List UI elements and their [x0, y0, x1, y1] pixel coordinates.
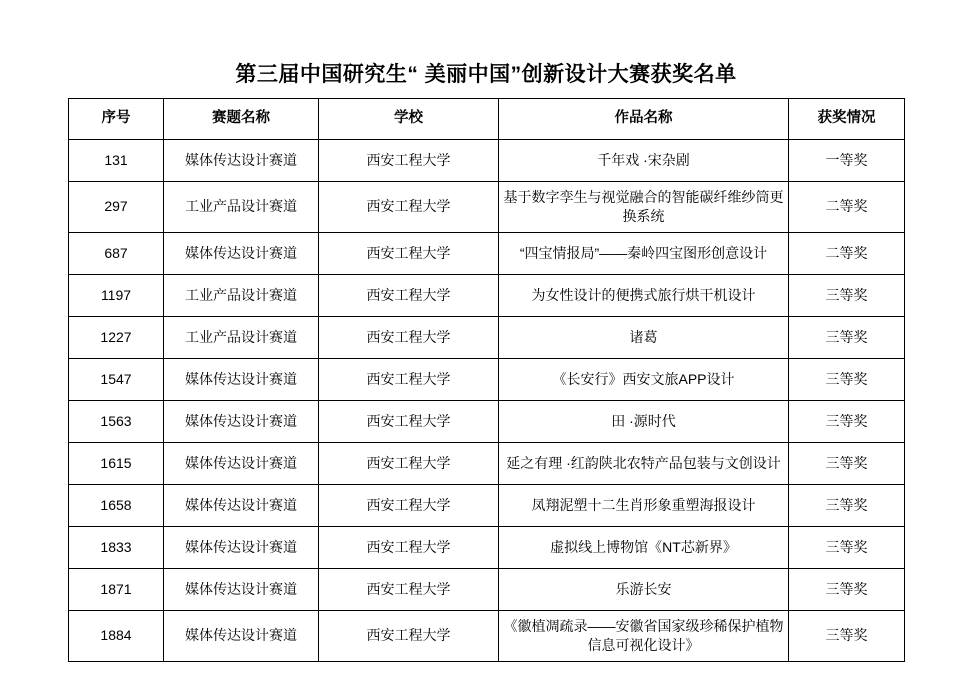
column-header-work: 作品名称 [499, 99, 789, 140]
cell-work: 乐游长安 [499, 568, 789, 610]
cell-award: 三等奖 [789, 274, 905, 316]
cell-school: 西安工程大学 [319, 182, 499, 233]
table-row [69, 400, 905, 442]
table-row [69, 358, 905, 400]
column-header-no: 序号 [69, 99, 164, 140]
cell-track: 媒体传达设计赛道 [164, 140, 319, 182]
cell-no: 1615 [69, 442, 164, 484]
cell-work: 千年戏 ·宋杂剧 [499, 140, 789, 182]
table-row [69, 442, 905, 484]
cell-track: 工业产品设计赛道 [164, 182, 319, 233]
award-table [68, 98, 905, 662]
award-table-container [0, 98, 972, 662]
cell-school: 西安工程大学 [319, 232, 499, 274]
table-row [69, 568, 905, 610]
cell-award: 三等奖 [789, 484, 905, 526]
cell-school: 西安工程大学 [319, 526, 499, 568]
cell-track: 媒体传达设计赛道 [164, 484, 319, 526]
cell-work: 虚拟线上博物馆《NT芯新界》 [499, 526, 789, 568]
table-header [69, 99, 905, 140]
cell-award: 三等奖 [789, 400, 905, 442]
cell-track: 媒体传达设计赛道 [164, 358, 319, 400]
cell-work: 基于数字孪生与视觉融合的智能碳纤维纱筒更换系统 [499, 182, 789, 233]
table-row [69, 140, 905, 182]
column-header-school: 学校 [319, 99, 499, 140]
cell-award: 三等奖 [789, 568, 905, 610]
cell-school: 西安工程大学 [319, 274, 499, 316]
cell-no: 1563 [69, 400, 164, 442]
cell-no: 1871 [69, 568, 164, 610]
cell-award: 三等奖 [789, 316, 905, 358]
cell-school: 西安工程大学 [319, 358, 499, 400]
cell-track: 媒体传达设计赛道 [164, 232, 319, 274]
cell-work: 《长安行》西安文旅APP设计 [499, 358, 789, 400]
cell-work: 凤翔泥塑十二生肖形象重塑海报设计 [499, 484, 789, 526]
table-row [69, 316, 905, 358]
cell-no: 1833 [69, 526, 164, 568]
cell-no: 1197 [69, 274, 164, 316]
cell-no: 1884 [69, 610, 164, 661]
cell-award: 二等奖 [789, 182, 905, 233]
cell-school: 西安工程大学 [319, 316, 499, 358]
cell-no: 1547 [69, 358, 164, 400]
cell-track: 媒体传达设计赛道 [164, 400, 319, 442]
table-row [69, 232, 905, 274]
cell-track: 媒体传达设计赛道 [164, 442, 319, 484]
column-header-track: 赛题名称 [164, 99, 319, 140]
cell-no: 1227 [69, 316, 164, 358]
cell-award: 三等奖 [789, 526, 905, 568]
cell-work: 《徽植凋疏录——安徽省国家级珍稀保护植物信息可视化设计》 [499, 610, 789, 661]
cell-track: 媒体传达设计赛道 [164, 568, 319, 610]
cell-award: 三等奖 [789, 442, 905, 484]
cell-track: 媒体传达设计赛道 [164, 526, 319, 568]
cell-work: 为女性设计的便携式旅行烘干机设计 [499, 274, 789, 316]
cell-track: 工业产品设计赛道 [164, 316, 319, 358]
cell-award: 二等奖 [789, 232, 905, 274]
table-row [69, 526, 905, 568]
table-row [69, 274, 905, 316]
table-row [69, 484, 905, 526]
cell-award: 三等奖 [789, 358, 905, 400]
cell-school: 西安工程大学 [319, 140, 499, 182]
cell-work: 延之有理 ·红韵陕北农特产品包装与文创设计 [499, 442, 789, 484]
cell-award: 三等奖 [789, 610, 905, 661]
cell-work: 诸葛 [499, 316, 789, 358]
cell-no: 687 [69, 232, 164, 274]
table-row [69, 182, 905, 233]
cell-work: 田 ·源时代 [499, 400, 789, 442]
cell-school: 西安工程大学 [319, 568, 499, 610]
cell-school: 西安工程大学 [319, 610, 499, 661]
cell-school: 西安工程大学 [319, 400, 499, 442]
table-body [69, 140, 905, 662]
cell-no: 297 [69, 182, 164, 233]
cell-track: 工业产品设计赛道 [164, 274, 319, 316]
cell-work: “四宝情报局”——秦岭四宝图形创意设计 [499, 232, 789, 274]
cell-track: 媒体传达设计赛道 [164, 610, 319, 661]
cell-award: 一等奖 [789, 140, 905, 182]
table-header-row [69, 99, 905, 140]
cell-school: 西安工程大学 [319, 484, 499, 526]
cell-school: 西安工程大学 [319, 442, 499, 484]
cell-no: 131 [69, 140, 164, 182]
table-row [69, 610, 905, 661]
page-title: 第三届中国研究生“ 美丽中国”创新设计大赛获奖名单 [235, 63, 737, 86]
column-header-award: 获奖情况 [789, 99, 905, 140]
cell-no: 1658 [69, 484, 164, 526]
